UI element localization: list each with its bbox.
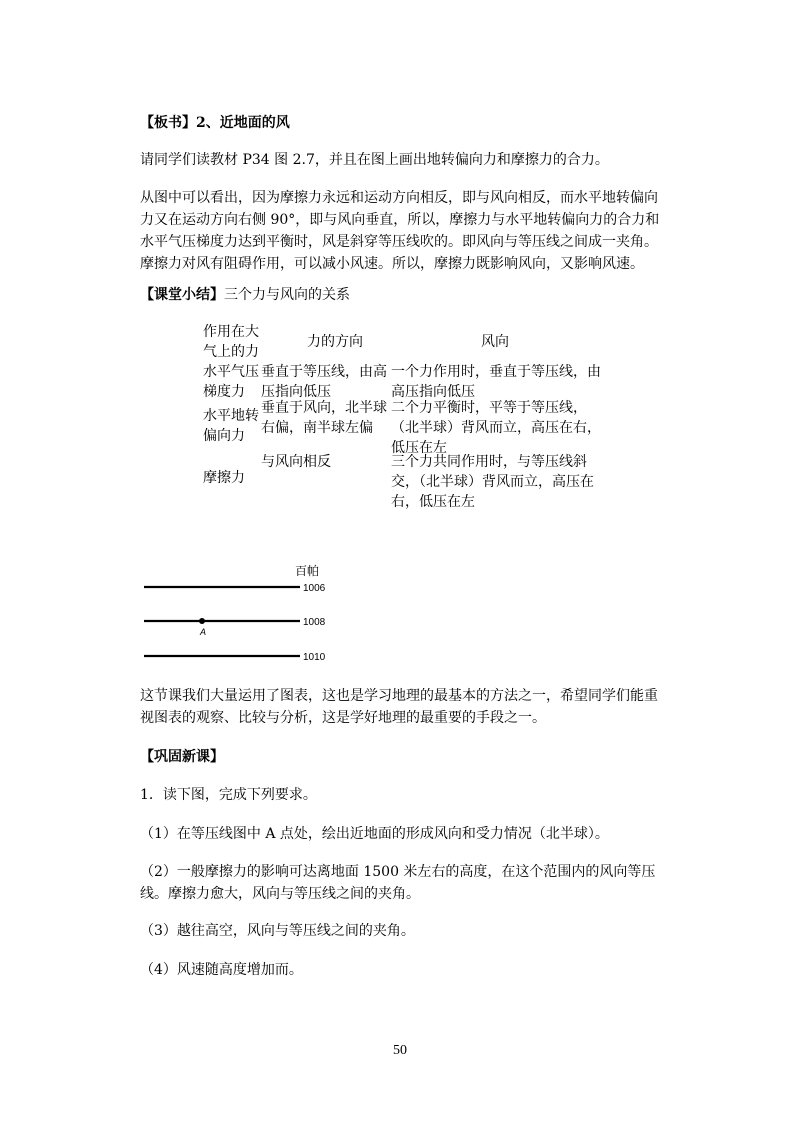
- question-1-part-3: （3）越往高空，风向与等压线之间的夹角。: [140, 923, 415, 939]
- question-1-part-1: （1）在等压线图中 A 点处，绘出近地面的形成风向和受力情况（北半球）。: [140, 826, 609, 842]
- question-1-part-2: （2）一般摩擦力的影响可达离地面 1500 米左右的高度，在这个范围内的风向等压线。摩擦力愈大，风向与等压线之间的夹角。: [140, 864, 656, 902]
- isobar-label-1010: 1010: [303, 652, 326, 663]
- instruction-paragraph: 请同学们读教材 P34 图 2.7，并且在图上画出地转偏向力和摩擦力的合力。: [140, 152, 609, 168]
- explanation-paragraph: 从图中可以看出，因为摩擦力永远和运动方向相反，即与风向相反，而水平地转偏向力又在运动方向右侧 90°，即与风向垂直，所以，摩擦力与水平地转偏向力的合力和水平气压梯度力达到平衡时，风是斜穿等压线吹的。即风向与等压线之间成一夹角。摩擦力对风有阻碍作用，可以减小风速。所以，摩擦力既影响风向，又影响风速。: [140, 190, 660, 272]
- consolidate-heading: 【巩固新课】: [140, 749, 224, 765]
- table-row-1-wind: 一个力作用时，垂直于等压线，由高压指向低压: [391, 364, 601, 400]
- method-paragraph: 这节课我们大量运用了图表，这也是学习地理的最基本的方法之一，希望同学们能重视图表的观察、比较与分析，这是学好地理的最重要的手段之一。: [140, 688, 658, 726]
- isobar-unit-label: 百帕: [295, 564, 320, 578]
- table-row-1-force: 水平气压梯度力: [203, 364, 259, 400]
- summary-tag: 【课堂小结】: [140, 287, 224, 303]
- isobar-figure: [140, 558, 360, 668]
- table-row-2-force: 水平地转偏向力: [203, 408, 259, 444]
- point-a-marker: [199, 618, 205, 624]
- section-heading: [140, 112, 670, 134]
- question-1-part-4: （4）风速随高度增加而。: [140, 962, 303, 978]
- table-header-direction: 力的方向: [307, 334, 363, 350]
- section-heading-tag: 【板书】: [140, 115, 196, 131]
- table-row-1-direction: 垂直于等压线，由高压指向低压: [261, 364, 387, 400]
- summary-heading: [140, 284, 670, 306]
- table-row-3-wind: 三个力共同作用时，与等压线斜交，（北半球）背风而立，高压在右，低压在左: [391, 454, 594, 510]
- isobar-label-1006: 1006: [303, 583, 326, 594]
- question-1: 1．读下图，完成下列要求。: [140, 787, 317, 803]
- table-row-2-direction: 垂直于风向，北半球右偏，南半球左偏: [261, 400, 387, 436]
- table-header-force: 作用在大气上的力: [203, 324, 259, 360]
- isobar-label-1008: 1008: [303, 617, 326, 628]
- table-header-wind: 风向: [481, 334, 509, 350]
- table-row-3-direction: 与风向相反: [261, 454, 331, 470]
- summary-text: 三个力与风向的关系: [224, 287, 350, 303]
- point-a-label: A: [200, 627, 207, 637]
- table-row-2-wind: 二个力平衡时，平等于等压线，（北半球）背风而立，高压在右，低压在左: [391, 400, 601, 456]
- section-heading-text: 2、近地面的风: [196, 115, 290, 131]
- page-number: 50: [393, 1043, 407, 1058]
- table-row-3-force: 摩擦力: [203, 470, 245, 486]
